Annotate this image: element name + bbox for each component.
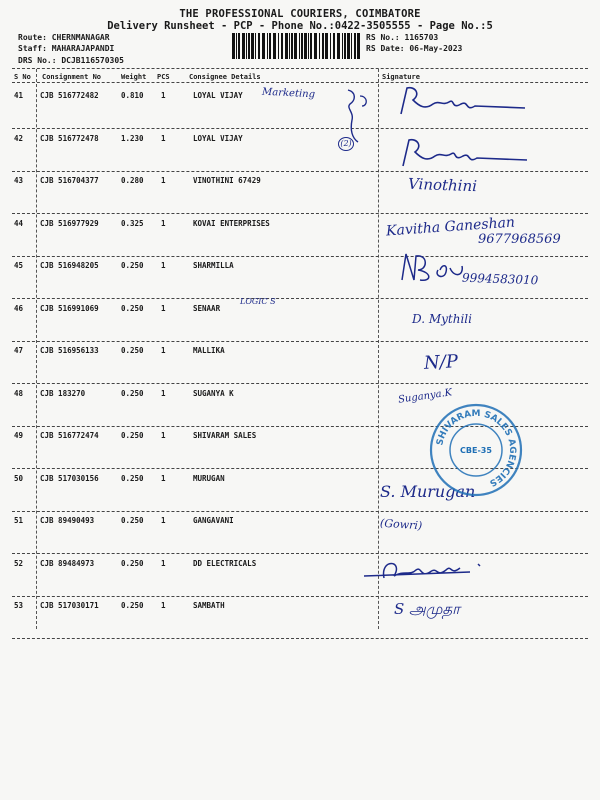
signature-row-51: (Gowri) [379,516,423,533]
row-consignee: SUGANYA K [193,388,234,398]
company-title: THE PROFESSIONAL COURIERS, COIMBATORE [179,8,421,20]
stamp-outer-text: SHIVARAM SALES AGENCIES [435,408,518,488]
row-consignment-no: CJB 183270 [40,388,86,398]
signature-row-47: N/P [423,351,459,374]
col-header-consignment: Consignment No [42,73,102,81]
row-weight: 0.250 [121,473,144,483]
row-sno: 49 [14,431,24,440]
row-pcs: 1 [161,133,166,143]
row-weight: 0.810 [121,91,144,100]
signature-row-50: S. Murugan [380,482,476,501]
row-consignment-no: CJB 517030156 [40,473,99,483]
row-divider [12,553,588,554]
row-divider [12,256,588,257]
signature-row-41 [395,84,535,122]
row-weight: 0.250 [121,516,144,525]
row-sno: 53 [14,601,24,610]
row-weight: 0.250 [121,261,144,270]
row-pcs: 1 [161,601,166,610]
bracket-scribble-icon [342,86,372,146]
col-header-sno: S No [14,73,31,81]
row-consignee: SENAAR [193,303,221,313]
circled-two-mark: (2) [338,137,354,151]
row-divider [12,468,588,469]
column-divider [378,69,379,629]
row-consignment-no: CJB 516772478 [40,133,99,143]
row-sno: 43 [14,176,24,185]
row-pcs: 1 [161,431,166,440]
header-bottom-rule [12,82,588,83]
handwritten-phone-2: 9994583010 [461,270,539,288]
handwritten-logic-note: LOGIC S [240,297,276,306]
row-pcs: 1 [161,176,166,185]
rs-number: RS No.: 1165703 [366,33,439,42]
company-stamp [428,402,524,498]
row-consignee: SHARMILLA [193,261,234,270]
row-sno: 44 [14,218,24,228]
row-weight: 0.325 [121,218,144,228]
signature-row-42 [395,134,535,172]
column-divider [36,69,37,629]
row-pcs: 1 [161,558,166,568]
header-top-rule [12,68,588,69]
svg-text:SHIVARAM SALES AGENCIES [435,409,517,488]
row-pcs: 1 [161,346,166,355]
row-divider [12,596,588,597]
col-header-pcs: PCS [157,73,170,81]
row-consignment-no: CJB 516704377 [40,176,99,185]
row-sno: 52 [14,558,24,568]
row-weight: 0.250 [121,558,144,568]
stamp-inner-text: CBE-35 [460,446,492,455]
row-pcs: 1 [161,303,166,313]
row-consignee: MURUGAN [193,473,225,483]
row-weight: 0.250 [121,346,144,355]
signature-row-48: Suganya.K [397,387,453,406]
row-pcs: 1 [161,91,166,100]
row-consignment-no: CJB 516956133 [40,346,99,355]
row-consignment-no: CJB 89484973 [40,558,95,568]
handwritten-marketing-note: Marketing [261,86,316,101]
row-divider [12,426,588,427]
row-sno: 47 [14,346,24,355]
row-consignment-no: CJB 516772474 [40,431,99,440]
row-weight: 0.250 [121,431,144,440]
row-divider [12,128,588,129]
row-consignment-no: CJB 516991069 [40,303,99,313]
row-pcs: 1 [161,218,166,228]
row-consignment-no: CJB 516772482 [40,91,99,100]
row-divider [12,341,588,342]
row-consignee: GANGAVANI [193,516,234,525]
row-divider [12,171,588,172]
row-consignee: DD ELECTRICALS [193,558,257,568]
row-consignee: SAMBATH [193,601,225,610]
row-consignee: VINOTHINI 67429 [193,176,261,185]
row-sno: 42 [14,133,24,143]
row-consignment-no: CJB 516977929 [40,218,99,228]
col-header-signature: Signature [382,73,420,81]
row-divider [12,298,588,299]
row-weight: 0.250 [121,303,144,313]
row-consignee: SHIVARAM SALES [193,431,257,440]
row-sno: 45 [14,261,24,270]
row-sno: 50 [14,473,24,483]
row-weight: 0.250 [121,388,144,398]
row-consignment-no: CJB 516948205 [40,261,99,270]
row-divider [12,383,588,384]
row-weight: 0.280 [121,176,144,185]
row-sno: 41 [14,91,24,100]
staff-label: Staff: MAHARAJAPANDI [18,44,115,53]
signature-row-46: D. Mythili [412,312,472,326]
signature-row-43: Vinothini [407,174,478,196]
col-header-weight: Weight [121,73,147,81]
row-consignee: LOYAL VIJAY [193,133,243,143]
drs-number: DRS No.: DCJB116570305 [18,56,124,65]
signature-row-44: Kavitha Ganeshan [385,214,516,240]
row-pcs: 1 [161,261,166,270]
row-divider [12,511,588,512]
handwritten-phone-1: 9677968569 [478,232,561,247]
route-label: Route: CHERNMANAGAR [18,33,110,42]
row-pcs: 1 [161,388,166,398]
col-header-consignee: Consignee Details [189,73,261,81]
barcode-image [232,33,360,59]
row-pcs: 1 [161,516,166,525]
runsheet-subtitle: Delivery Runsheet - PCP - Phone No.:0422-3505555 - Page No.:5 [107,20,493,32]
row-consignment-no: CJB 517030171 [40,601,99,610]
row-weight: 1.230 [121,133,144,143]
row-sno: 51 [14,516,24,525]
row-divider [12,638,588,639]
rs-date: RS Date: 06-May-2023 [366,44,463,53]
signature-row-52 [360,554,500,582]
signature-row-53: S அமுதா [394,600,460,618]
row-sno: 48 [14,388,24,398]
row-pcs: 1 [161,473,166,483]
row-divider [12,213,588,214]
row-consignee: MALLIKA [193,346,225,355]
row-sno: 46 [14,303,24,313]
row-weight: 0.250 [121,601,144,610]
row-consignment-no: CJB 89490493 [40,516,95,525]
row-consignee: KOVAI ENTERPRISES [193,218,270,228]
row-consignee: LOYAL VIJAY [193,91,243,100]
